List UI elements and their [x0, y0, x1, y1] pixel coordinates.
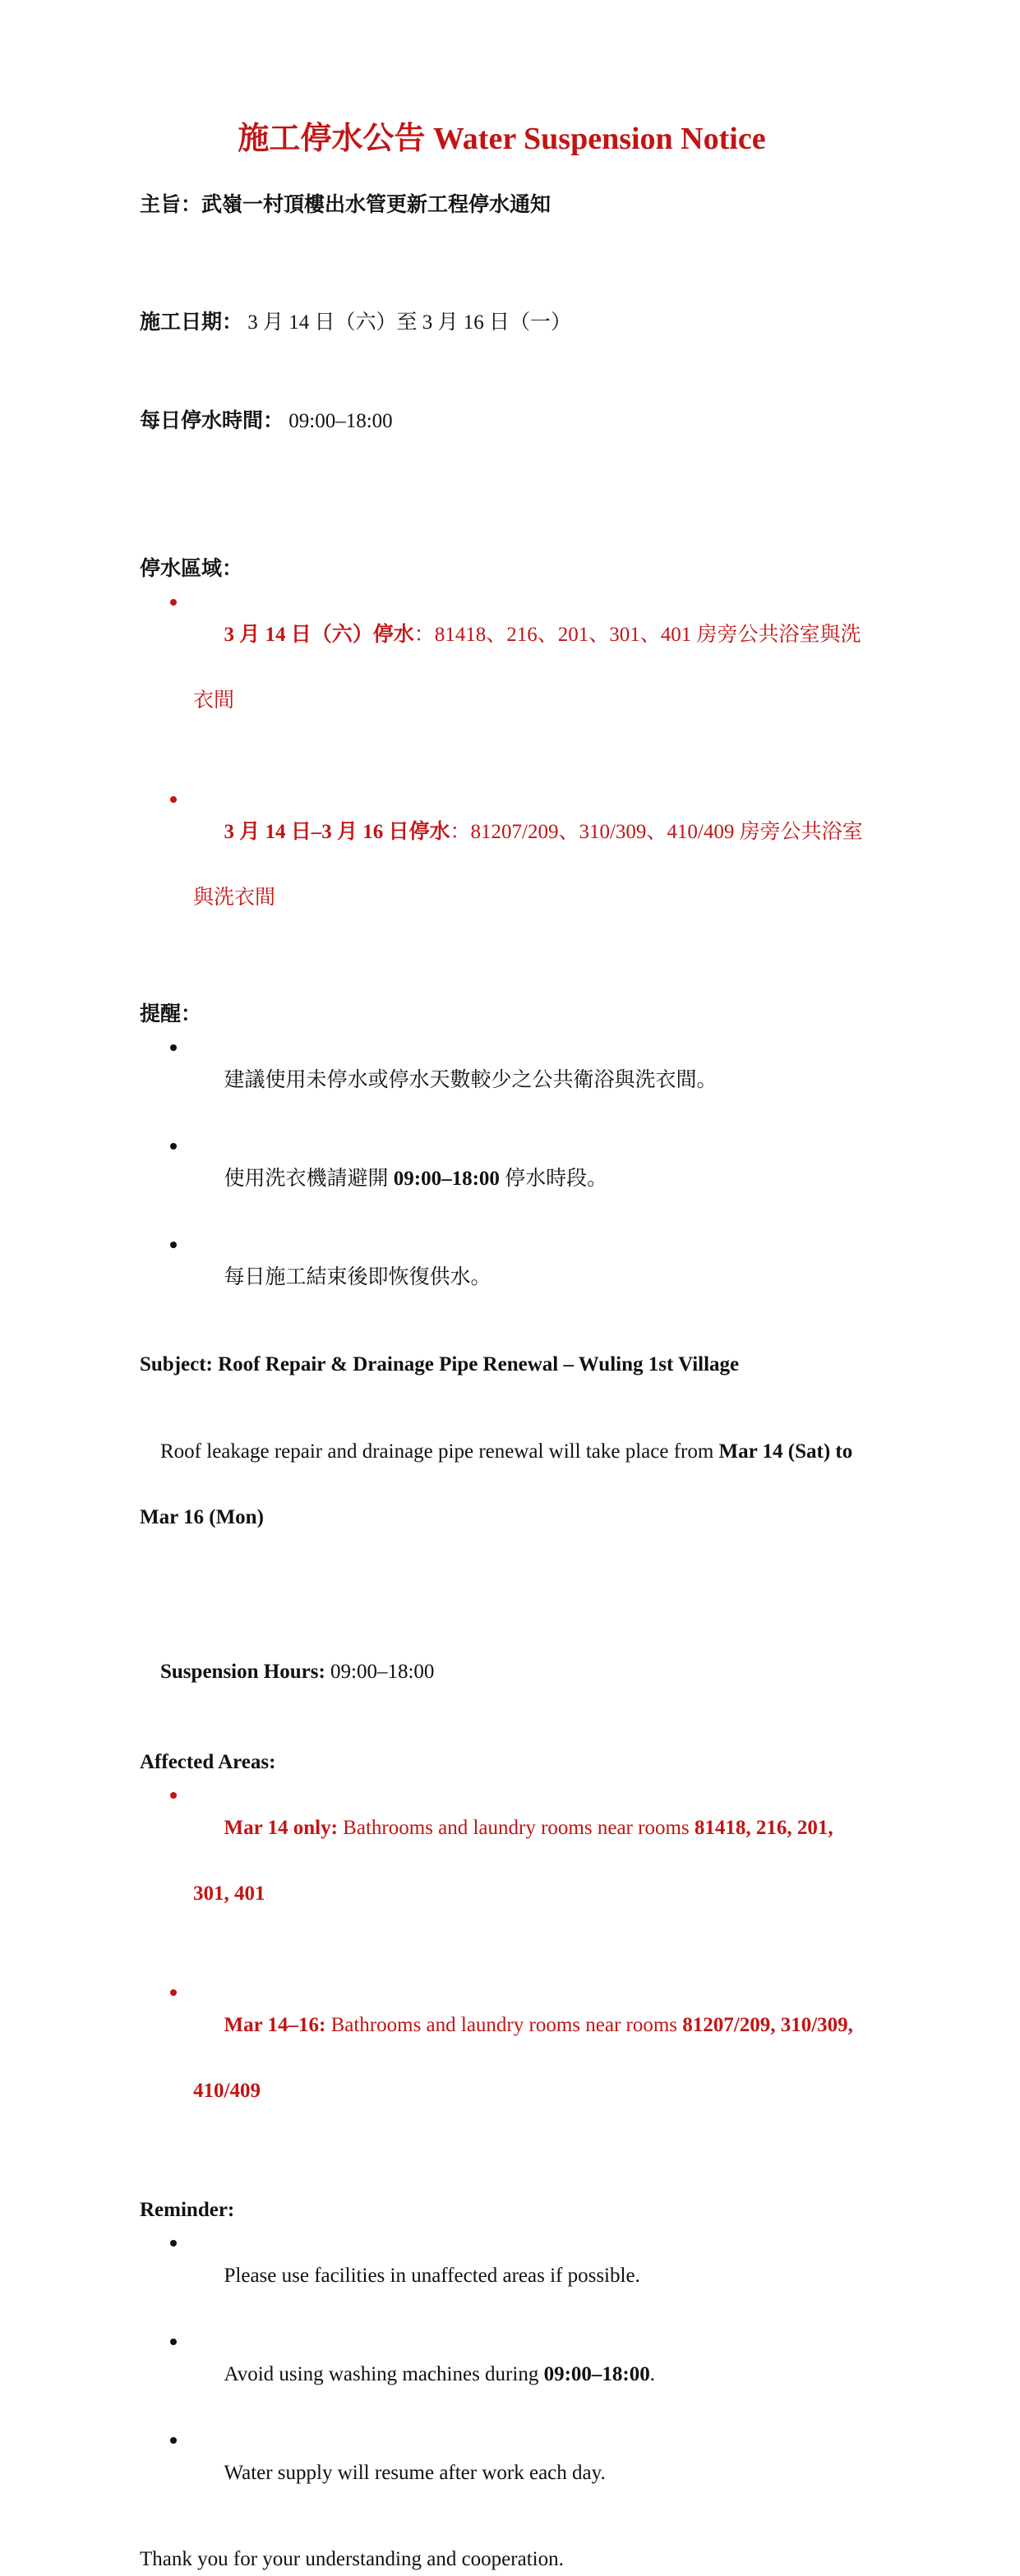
- cn-reminder-2-text: 使用洗衣機請避開: [224, 1168, 394, 1190]
- list-item: [140, 783, 864, 980]
- cn-areas-list: [140, 586, 864, 980]
- list-item: [140, 586, 864, 783]
- en-area-2-text: Bathrooms and laundry rooms near rooms: [325, 2014, 683, 2036]
- cn-reminder-2-post: 停水時段。: [499, 1168, 608, 1190]
- cn-area-2-period: 3 月 14 日–3 月 16 日停水: [224, 821, 450, 843]
- cn-date-line: [140, 306, 864, 339]
- en-area-1-period: Mar 14 only:: [224, 1817, 338, 1839]
- en-intro-paragraph: [140, 1403, 864, 1600]
- bullet-icon: [170, 796, 177, 803]
- bullet-icon: [170, 599, 177, 606]
- closing-line: Thank you for your understanding and cooperation.: [140, 2548, 564, 2570]
- cn-hours-label: 每日停水時間：: [140, 410, 284, 432]
- en-reminder-3-text: Water supply will resume after work each day.: [224, 2462, 606, 2484]
- en-intro-dates-continuation: Mar 16 (Mon): [140, 1506, 264, 1528]
- en-subject-line: Subject: Roof Repair & Drainage Pipe Renewal – Wuling 1st Village: [140, 1353, 740, 1376]
- cn-reminder-2-bold: 09:00–18:00: [393, 1168, 500, 1190]
- en-area-2-rooms-continuation: 410/409: [193, 2080, 261, 2102]
- en-intro-text: Roof leakage repair and drainage pipe renewal will take place from: [160, 1440, 719, 1463]
- list-item: [140, 1130, 864, 1228]
- list-item: [140, 1228, 864, 1327]
- bullet-icon: [170, 1989, 177, 1996]
- cn-area-1-continuation: 衣間: [193, 689, 235, 712]
- cn-areas-heading: 停水區域：: [140, 558, 243, 580]
- cn-reminder-3-text: 每日施工結束後即恢復供水。: [224, 1266, 492, 1288]
- cn-area-1-rooms: ：81418、216、201、301、401 房旁公共浴室與洗: [413, 624, 861, 646]
- list-item: [140, 1031, 864, 1130]
- bullet-icon: [170, 1143, 177, 1150]
- list-item: [140, 2325, 864, 2424]
- cn-date-label: 施工日期：: [140, 311, 243, 334]
- en-hours-line: [140, 1623, 864, 1721]
- en-intro-dates: Mar 14 (Sat) to: [718, 1440, 853, 1463]
- en-reminder-2-text: Avoid using washing machines during: [224, 2363, 544, 2385]
- bullet-icon: [170, 1792, 177, 1799]
- bullet-icon: [170, 2240, 177, 2247]
- cn-schedule-block: [140, 241, 864, 504]
- cn-reminder-heading: 提醒：: [140, 1003, 202, 1025]
- bullet-icon: [170, 1242, 177, 1248]
- en-reminder-heading: Reminder:: [140, 2199, 235, 2221]
- cn-area-2-continuation: 與洗衣間: [193, 887, 276, 909]
- en-hours-value: 09:00–18:00: [325, 1661, 435, 1683]
- en-area-2-rooms: 81207/209, 310/309,: [682, 2014, 853, 2036]
- en-reminder-list: [140, 2227, 864, 2523]
- list-item: [140, 2227, 864, 2325]
- cn-subject-line: 主旨：武嶺一村頂樓出水管更新工程停水通知: [140, 194, 552, 216]
- en-reminder-2-bold: 09:00–18:00: [543, 2363, 650, 2385]
- cn-reminder-1-text: 建議使用未停水或停水天數較少之公共衛浴與洗衣間。: [224, 1069, 718, 1091]
- list-item: [140, 1976, 864, 2173]
- cn-date-value: 3 月 14 日（六）至 3 月 16 日（一）: [242, 311, 572, 334]
- doc-title: 施工停水公告 Water Suspension Notice: [238, 122, 766, 156]
- bullet-icon: [170, 2339, 177, 2345]
- bullet-icon: [170, 1044, 177, 1051]
- en-reminder-2-post: .: [649, 2363, 655, 2385]
- en-area-1-text: Bathrooms and laundry rooms near rooms: [337, 1817, 695, 1839]
- bullet-icon: [170, 2437, 177, 2444]
- list-item: [140, 1779, 864, 1976]
- en-reminder-1-text: Please use facilities in unaffected areas if possible.: [224, 2265, 640, 2287]
- en-area-1-rooms: 81418, 216, 201,: [694, 1817, 833, 1839]
- cn-hours-line: [140, 405, 864, 438]
- en-areas-list: [140, 1779, 864, 2173]
- en-area-2-period: Mar 14–16:: [224, 2014, 326, 2036]
- en-areas-heading: Affected Areas:: [140, 1751, 276, 1773]
- en-hours-label: Suspension Hours:: [160, 1661, 325, 1683]
- cn-hours-value: 09:00–18:00: [284, 410, 393, 432]
- cn-reminder-list: [140, 1031, 864, 1327]
- cn-area-1-period: 3 月 14 日（六）停水: [224, 624, 414, 646]
- cn-area-2-rooms: ：81207/209、310/309、410/409 房旁公共浴室: [450, 821, 863, 843]
- en-area-1-rooms-continuation: 301, 401: [193, 1882, 265, 1905]
- list-item: [140, 2424, 864, 2523]
